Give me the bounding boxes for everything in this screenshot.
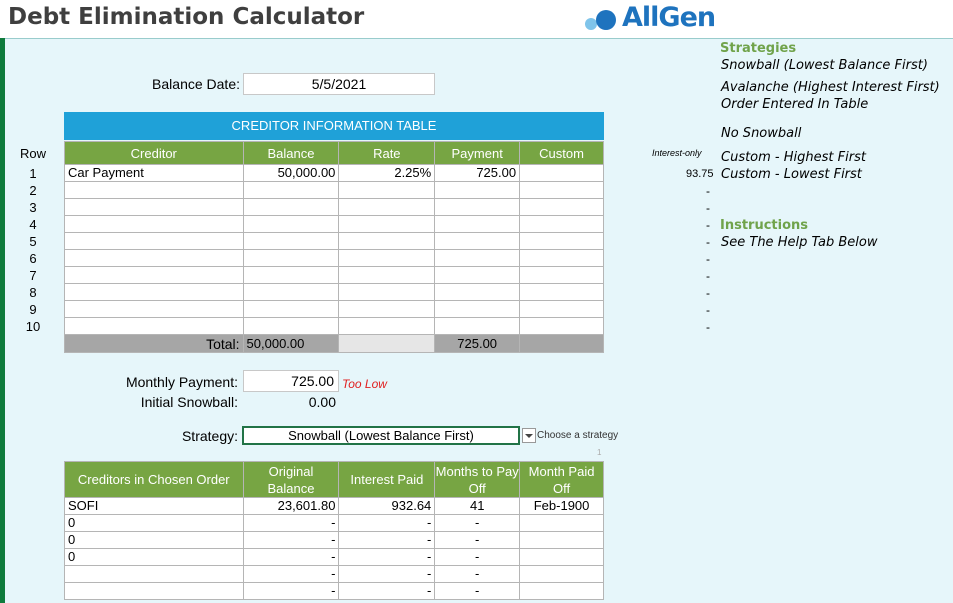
- custom-cell[interactable]: [520, 250, 604, 267]
- strategy-index: 1: [597, 448, 602, 457]
- schedule-interest-cell: 932.64: [339, 498, 435, 515]
- col-months-to-pay-off: Months to Pay Off: [435, 463, 519, 496]
- row-number: 8: [29, 285, 37, 300]
- creditor-row: [65, 301, 604, 318]
- row-number: 9: [29, 302, 37, 317]
- balance-date-field[interactable]: 5/5/2021: [243, 73, 435, 95]
- logo-text: AllGen: [622, 2, 716, 33]
- creditor-table: [64, 141, 604, 353]
- dash-marker: -: [706, 286, 710, 300]
- total-label: Total:: [65, 335, 244, 353]
- creditor-row: [65, 267, 604, 284]
- instructions-heading: Instructions: [720, 218, 809, 233]
- creditor-name-cell[interactable]: Car Payment: [65, 165, 244, 182]
- schedule-table: [64, 461, 604, 600]
- schedule-months-cell: -: [435, 549, 520, 566]
- schedule-original-balance-cell: -: [243, 549, 339, 566]
- strategy-hint: Choose a strategy: [537, 430, 619, 441]
- payment-cell[interactable]: [435, 301, 520, 318]
- schedule-creditor-cell: 0: [65, 549, 244, 566]
- initial-snowball-label: Initial Snowball:: [140, 394, 238, 410]
- strategies-heading: Strategies: [720, 41, 797, 56]
- payment-cell[interactable]: [435, 216, 520, 233]
- col-month-paid-off: Month Paid Off: [520, 462, 604, 498]
- schedule-months-cell: -: [435, 583, 520, 600]
- col-payment: Payment: [435, 142, 520, 165]
- custom-cell[interactable]: [520, 233, 604, 250]
- dash-marker: -: [706, 320, 710, 334]
- strategy-label: Strategy:: [181, 428, 238, 444]
- schedule-original-balance-cell: -: [243, 532, 339, 549]
- total-row: [65, 335, 604, 353]
- creditor-row: [65, 250, 604, 267]
- custom-cell[interactable]: [520, 284, 604, 301]
- schedule-paid-off-cell: [520, 566, 604, 583]
- custom-cell[interactable]: [520, 182, 604, 199]
- strategy-option-avalanche: Avalanche (Highest Interest First): [721, 80, 940, 95]
- creditor-name-cell[interactable]: [65, 284, 244, 301]
- strategy-option-order-entered: Order Entered In Table: [721, 97, 869, 112]
- balance-cell[interactable]: 50,000.00: [243, 165, 339, 182]
- monthly-payment-field[interactable]: 725.00: [243, 370, 339, 392]
- schedule-original-balance-cell: -: [243, 566, 339, 583]
- col-custom: Custom: [520, 142, 604, 165]
- creditor-name-cell[interactable]: [65, 301, 244, 318]
- creditor-row: [65, 284, 604, 301]
- col-balance: Balance: [243, 142, 339, 165]
- schedule-creditor-cell: [65, 566, 244, 583]
- page-title: Debt Elimination Calculator: [8, 4, 365, 30]
- dash-marker: -: [706, 269, 710, 283]
- interest-only-value: 93.75: [686, 168, 714, 180]
- custom-cell[interactable]: [520, 216, 604, 233]
- col-rate: Rate: [339, 142, 435, 165]
- creditor-name-cell[interactable]: [65, 182, 244, 199]
- schedule-months-cell: 41: [435, 498, 520, 515]
- balance-cell[interactable]: [243, 182, 339, 199]
- payment-cell[interactable]: [435, 233, 520, 250]
- dash-marker: -: [706, 201, 710, 215]
- rate-cell[interactable]: [339, 267, 435, 284]
- balance-cell[interactable]: [243, 318, 339, 335]
- rate-cell[interactable]: [339, 216, 435, 233]
- strategy-dropdown-button[interactable]: [522, 428, 536, 443]
- strategy-option-custom-lowest: Custom - Lowest First: [721, 167, 862, 182]
- row-header: Row: [19, 146, 46, 161]
- schedule-interest-cell: -: [339, 532, 435, 549]
- balance-cell[interactable]: [243, 250, 339, 267]
- schedule-interest-cell: -: [339, 549, 435, 566]
- custom-cell[interactable]: [520, 199, 604, 216]
- row-number: 4: [29, 217, 37, 232]
- col-creditor: Creditor: [65, 142, 244, 165]
- creditor-row: [65, 216, 604, 233]
- balance-cell[interactable]: [243, 267, 339, 284]
- creditor-name-cell[interactable]: [65, 250, 244, 267]
- schedule-paid-off-cell: [520, 583, 604, 600]
- dash-marker: -: [706, 218, 710, 232]
- total-balance: 50,000.00: [243, 335, 339, 353]
- custom-cell[interactable]: [520, 165, 604, 182]
- schedule-row: [65, 498, 604, 515]
- rate-cell[interactable]: [339, 199, 435, 216]
- creditor-row: [65, 165, 604, 182]
- balance-cell[interactable]: [243, 216, 339, 233]
- schedule-creditor-cell: 0: [65, 532, 244, 549]
- row-number: 2: [29, 183, 37, 198]
- rate-cell[interactable]: [339, 182, 435, 199]
- schedule-creditor-cell: [65, 583, 244, 600]
- creditor-name-cell[interactable]: [65, 267, 244, 284]
- schedule-original-balance-cell: -: [243, 583, 339, 600]
- rate-cell[interactable]: [339, 250, 435, 267]
- custom-cell[interactable]: [520, 267, 604, 284]
- schedule-creditor-cell: 0: [65, 515, 244, 532]
- payment-cell[interactable]: [435, 199, 520, 216]
- schedule-original-balance-cell: 23,601.80: [243, 498, 339, 515]
- balance-date-label: Balance Date:: [152, 76, 240, 92]
- balance-cell[interactable]: [243, 284, 339, 301]
- schedule-interest-cell: -: [339, 566, 435, 583]
- creditor-row: [65, 233, 604, 250]
- creditor-name-cell[interactable]: [65, 216, 244, 233]
- total-payment: 725.00: [435, 335, 520, 353]
- payment-cell[interactable]: [435, 250, 520, 267]
- balance-cell[interactable]: [243, 199, 339, 216]
- row-number: 5: [29, 234, 37, 249]
- schedule-months-cell: -: [435, 566, 520, 583]
- strategy-option-custom-highest: Custom - Highest First: [721, 150, 866, 165]
- dash-marker: -: [706, 303, 710, 317]
- schedule-row: [65, 532, 604, 549]
- payment-cell[interactable]: [435, 318, 520, 335]
- creditor-name-cell[interactable]: [65, 318, 244, 335]
- rate-cell[interactable]: [339, 284, 435, 301]
- schedule-interest-cell: -: [339, 515, 435, 532]
- logo-bubbles-icon: [582, 4, 618, 34]
- strategy-option-snowball: Snowball (Lowest Balance First): [721, 58, 928, 73]
- schedule-paid-off-cell: [520, 549, 604, 566]
- instructions-help-tab: See The Help Tab Below: [721, 235, 878, 250]
- interest-only-label: Interest-only: [652, 148, 702, 158]
- schedule-original-balance-cell: -: [243, 515, 339, 532]
- schedule-row: [65, 515, 604, 532]
- creditor-name-cell[interactable]: [65, 199, 244, 216]
- row-number: 6: [29, 251, 37, 266]
- col-interest-paid: Interest Paid: [339, 462, 435, 498]
- rate-cell[interactable]: [339, 301, 435, 318]
- creditor-name-cell[interactable]: [65, 233, 244, 250]
- schedule-interest-cell: -: [339, 583, 435, 600]
- row-number: 3: [29, 200, 37, 215]
- schedule-paid-off-cell: [520, 532, 604, 549]
- row-number: 10: [25, 319, 41, 334]
- creditor-row: [65, 318, 604, 335]
- strategy-select[interactable]: Snowball (Lowest Balance First): [242, 426, 520, 445]
- col-creditors-order: Creditors in Chosen Order: [65, 462, 244, 498]
- col-original-balance: Original Balance: [243, 462, 339, 498]
- chevron-down-icon: [523, 429, 535, 442]
- dash-marker: -: [706, 184, 710, 198]
- payment-cell[interactable]: [435, 267, 520, 284]
- too-low-warning: Too Low: [342, 377, 387, 391]
- schedule-paid-off-cell: Feb-1900: [520, 498, 604, 515]
- payment-cell[interactable]: [435, 182, 520, 199]
- rate-cell[interactable]: [339, 318, 435, 335]
- custom-cell[interactable]: [520, 301, 604, 318]
- creditor-row: [65, 199, 604, 216]
- dash-marker: -: [706, 252, 710, 266]
- dash-marker: -: [706, 235, 710, 249]
- creditor-row: [65, 182, 604, 199]
- initial-snowball-value: 0.00: [308, 394, 336, 410]
- rate-cell[interactable]: 2.25%: [339, 165, 435, 182]
- row-number: 7: [29, 268, 37, 283]
- schedule-paid-off-cell: [520, 515, 604, 532]
- schedule-row: [65, 549, 604, 566]
- row-number: 1: [29, 166, 37, 181]
- payment-cell[interactable]: [435, 284, 520, 301]
- monthly-payment-label: Monthly Payment:: [125, 374, 238, 390]
- schedule-creditor-cell: SOFI: [65, 498, 244, 515]
- balance-cell[interactable]: [243, 233, 339, 250]
- schedule-months-cell: -: [435, 532, 520, 549]
- schedule-months-cell: -: [435, 515, 520, 532]
- strategy-option-no-snowball: No Snowball: [721, 126, 802, 141]
- creditor-table-title: CREDITOR INFORMATION TABLE: [64, 112, 604, 140]
- payment-cell[interactable]: 725.00: [435, 165, 520, 182]
- selection-edge: [0, 38, 5, 603]
- schedule-row: [65, 566, 604, 583]
- rate-cell[interactable]: [339, 233, 435, 250]
- schedule-row: [65, 583, 604, 600]
- custom-cell[interactable]: [520, 318, 604, 335]
- balance-cell[interactable]: [243, 301, 339, 318]
